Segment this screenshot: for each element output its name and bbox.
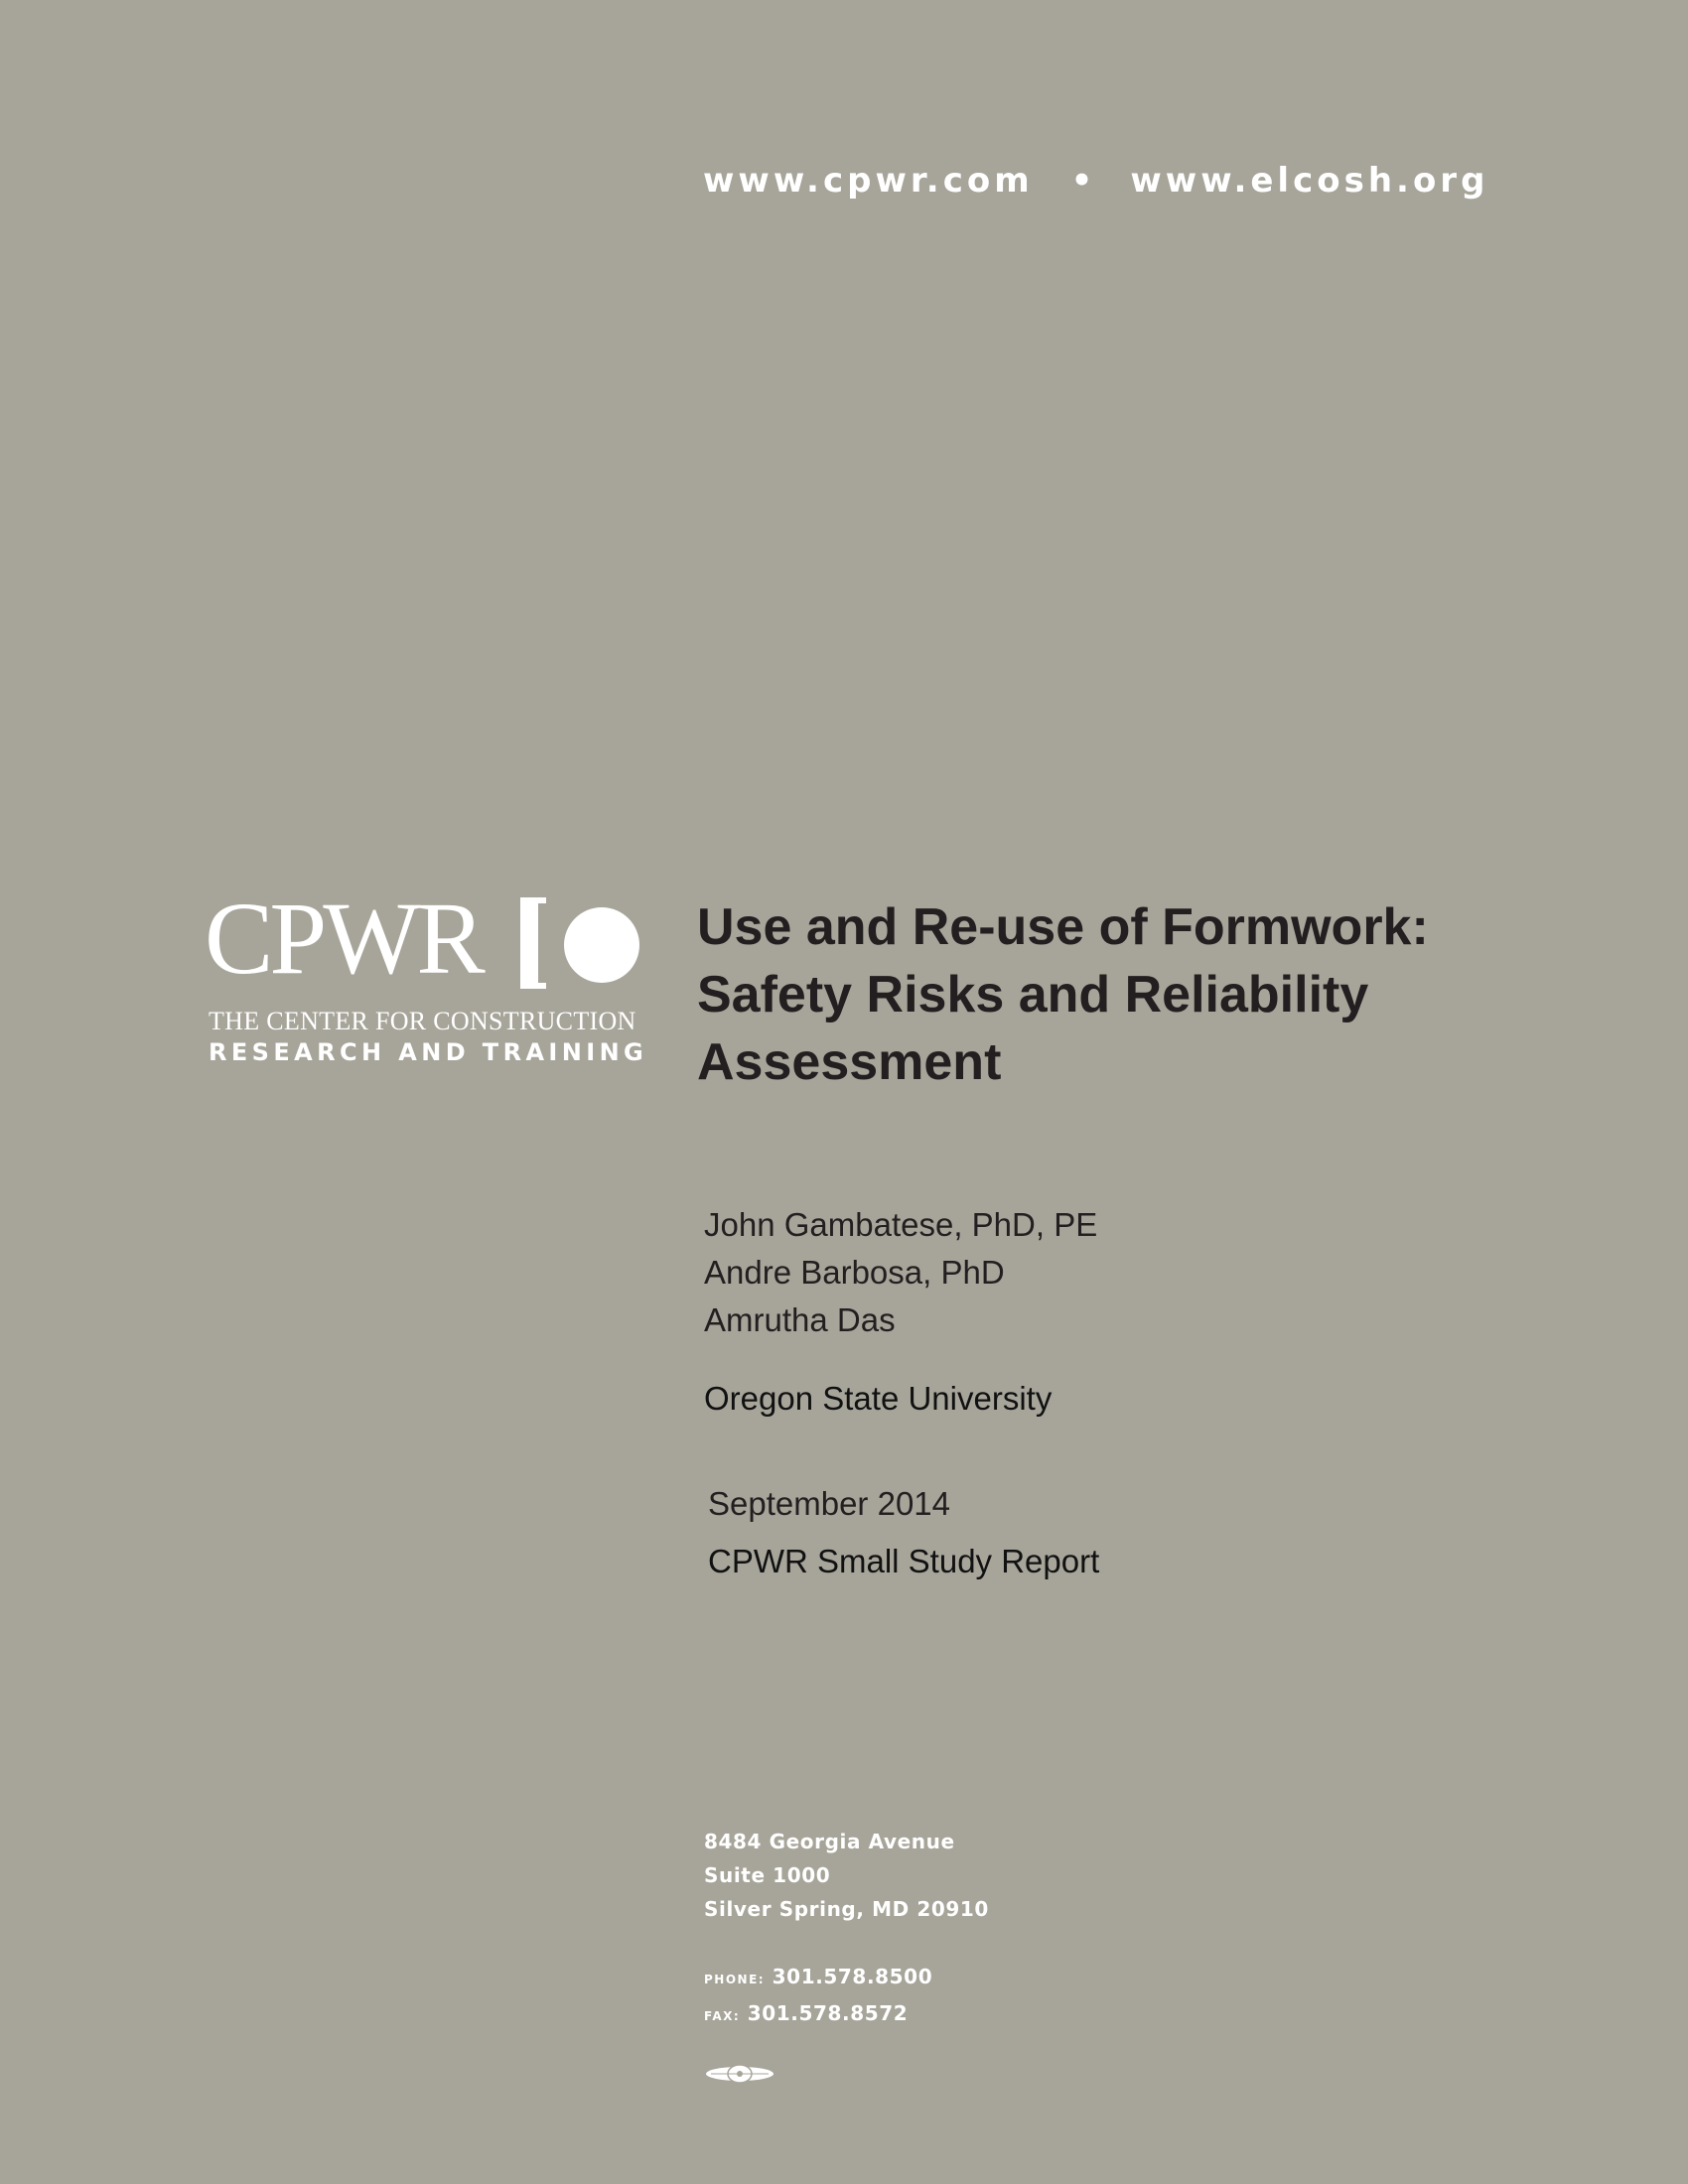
logo-wordmark: CPWR (205, 882, 482, 996)
logo-tagline-center: THE CENTER FOR CONSTRUCTION (209, 1007, 636, 1035)
logo-tagline-research: RESEARCH AND TRAINING (209, 1038, 648, 1066)
report-type: CPWR Small Study Report (708, 1543, 1100, 1579)
cpwr-website-link[interactable]: www.cpwr.com (703, 161, 1034, 201)
phone-number: 301.578.8500 (772, 1965, 933, 1988)
fax-label: FAX: (704, 2009, 741, 2023)
author-name: Amrutha Das (704, 1301, 896, 1338)
author-list (704, 1201, 1097, 1344)
union-bug-icon (703, 2063, 776, 2085)
fax-number: 301.578.8572 (747, 2001, 909, 2025)
separator-bullet: • (1070, 161, 1093, 201)
cpwr-logo (205, 882, 648, 1072)
title-line-2: Safety Risks and Reliability (697, 966, 1369, 1024)
mailing-address (704, 1825, 989, 1926)
address-street: 8484 Georgia Avenue (704, 1830, 955, 1853)
address-suite: Suite 1000 (704, 1863, 831, 1887)
affiliation: Oregon State University (704, 1380, 1053, 1417)
publication-date: September 2014 (708, 1485, 951, 1522)
contact-info (704, 1960, 932, 2033)
title-line-1: Use and Re-use of Formwork: (697, 898, 1429, 956)
address-city: Silver Spring, MD 20910 (704, 1897, 989, 1921)
phone-line (704, 1960, 932, 1996)
report-title (697, 893, 1591, 1096)
elcosh-website-link[interactable]: www.elcosh.org (1130, 161, 1489, 201)
author-name: John Gambatese, PhD, PE (704, 1206, 1098, 1243)
fax-line (704, 1996, 932, 2033)
title-line-3: Assessment (697, 1033, 1002, 1091)
bracket-circle-logo-icon (520, 897, 643, 989)
phone-label: PHONE: (704, 1973, 766, 1986)
author-name: Andre Barbosa, PhD (704, 1254, 1005, 1291)
website-links (703, 161, 1488, 201)
